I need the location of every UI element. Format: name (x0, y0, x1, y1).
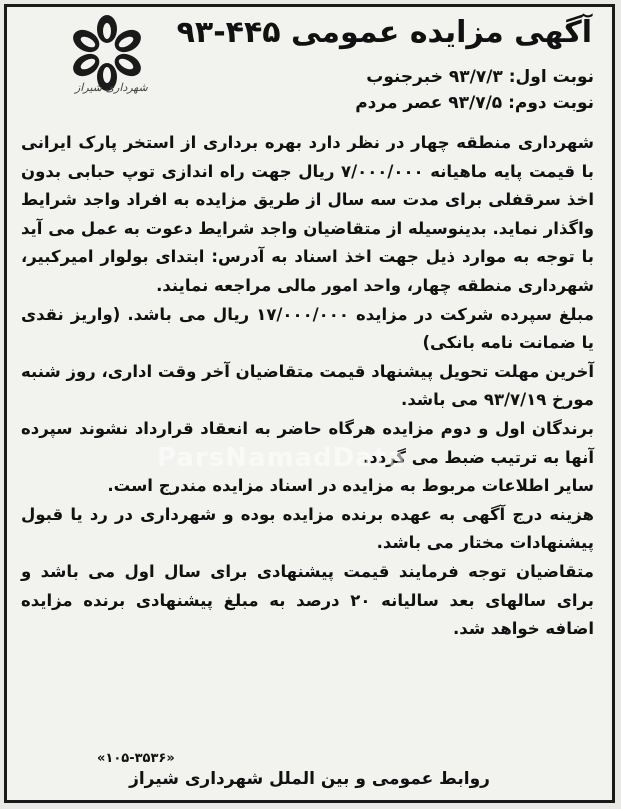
body-paragraph: سایر اطلاعات مربوط به مزایده در اسناد مزایده مندرج است. (107, 476, 594, 496)
body-paragraph: آخرین مهلت تحویل پیشنهاد قیمت متقاضیان آخر وقت اداری، روز شنبه مورخ ۹۳/۷/۱۹ می باشد. (21, 361, 594, 410)
ad-title: آگهی مزایده عمومی ۴۴۵-۹۳ (176, 15, 592, 50)
ad-footer-signature: روابط عمومی و بین الملل شهرداری شیراز (129, 769, 490, 789)
first-notice: نوبت اول: ۹۳/۷/۳ خبرجنوب (366, 67, 594, 87)
body-paragraph: مبلغ سپرده شرکت در مزایده ۱۷/۰۰۰/۰۰۰ ریال می باشد. (واریز نقدی یا ضمانت نامه بانکی) (21, 304, 594, 353)
ad-body (21, 129, 594, 644)
body-paragraph: شهرداری منطقه چهار در نظر دارد بهره برداری از استخر پارک ایرانی با قیمت پایه ماهیانه ۷/۰۰۰/۰۰۰ ریال جهت راه اندازی توپ حبابی بدون اخذ سرقفلی برای مدت سه سال از طریق مزایده به افراد واجد شرایط واگذار نماید. بدینوسیله از متقاضیان واجد شرایط دعوت به عمل می آید با توجه به موارد ذیل جهت اخذ اسناد به آدرس: ابتدای بولوار امیرکبیر، شهرداری منطقه چهار، واحد امور مالی مراجعه نمایند. (21, 133, 595, 295)
body-paragraph: متقاضیان توجه فرمایند قیمت پیشنهادی برای سال اول می باشد و برای سالهای بعد سالیانه ۲۰ درصد به مبلغ پیشنهادی برنده مزایده اضافه خواهد شد. (21, 561, 594, 639)
body-paragraph: هزینه درج آگهی به عهده برنده مزایده بوده و شهرداری در رد یا قبول پیشنهادات مختار می باشد. (21, 504, 594, 553)
advertisement-page (4, 4, 615, 803)
logo-caption: شهرداری شیراز (75, 81, 148, 94)
watermark: ParsNamadData (157, 443, 406, 473)
body-paragraph: برندگان اول و دوم مزایده هرگاه حاضر به انعقاد قرارداد نشوند سپرده آنها به ترتیب ضبط می گردد. (21, 418, 594, 467)
ad-code: «۱۰۵-۳۵۳۶» (97, 751, 175, 766)
second-notice: نوبت دوم: ۹۳/۷/۵ عصر مردم (355, 93, 594, 113)
